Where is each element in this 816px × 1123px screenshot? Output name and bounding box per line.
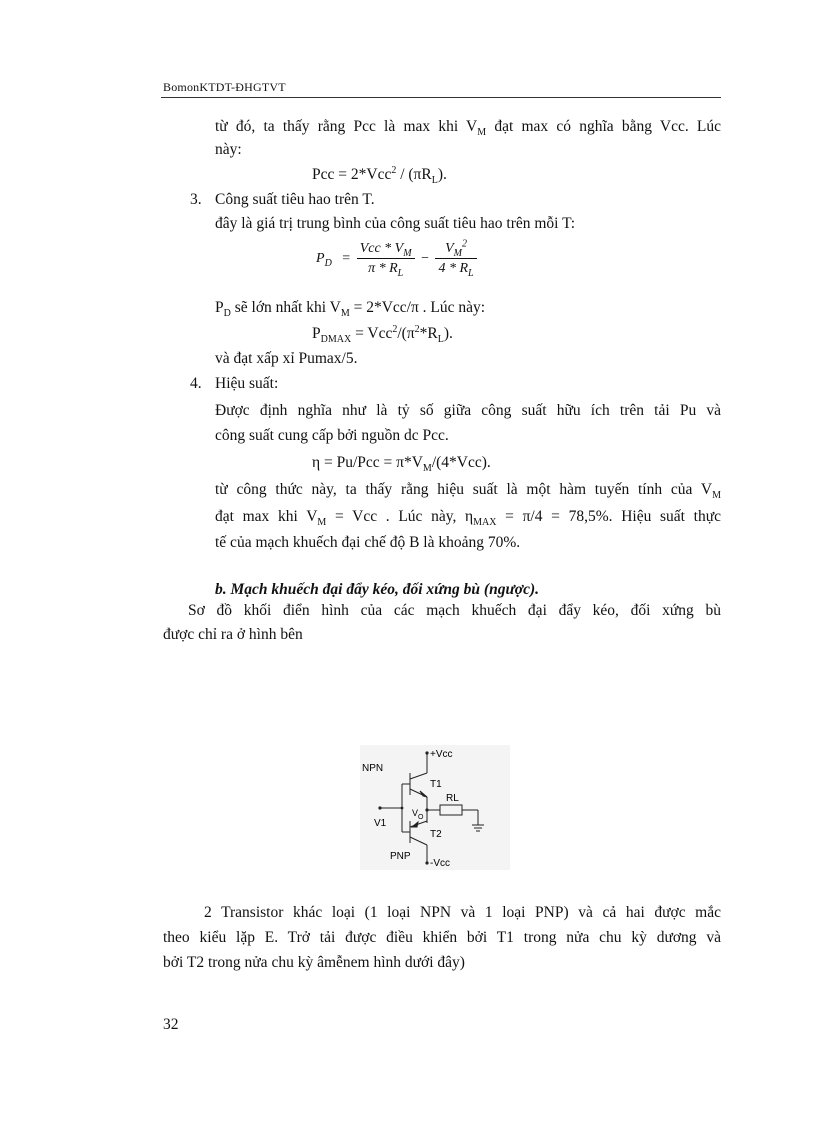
item3-number: 3.: [190, 191, 202, 208]
push-pull-circuit-diagram: [360, 745, 510, 870]
running-header: BomonKTDT-ĐHGTVT: [163, 80, 286, 94]
closing-line3: bởi T2 trong nửa chu kỳ âmễnem hình dưới đây): [163, 954, 465, 971]
para1-line1: từ đó, ta thấy rằng Pcc là max khi $V_M$ đạt max có nghĩa bằng Vcc. Lúc: [215, 118, 721, 139]
base-junction: [401, 807, 404, 810]
fraction-2: $\frac{V_M^2}{4 * R_L}$: [435, 240, 476, 277]
item3-description: đây là giá trị trung bình của công suất tiêu hao trên mỗi T:: [215, 215, 576, 232]
section-b-heading: b. Mạch khuếch đại đẩy kéo, đối xứng bù (ngược).: [215, 581, 539, 598]
npn-label: NPN: [362, 763, 384, 774]
para1-line2: này:: [215, 141, 242, 158]
t2-label: T2: [430, 829, 442, 840]
section-b-line1: Sơ đồ khối điển hình của các mạch khuếch đại đẩy kéo, đối xứng bù: [188, 602, 721, 619]
equation-efficiency: $\eta = Pu/Pcc = \pi*V_M/(4*Vcc)$.: [312, 454, 491, 475]
pd-max-line: $P_D$ sẽ lớn nhất khi $V_M = 2*Vcc/\pi$ . Lúc này:: [215, 299, 486, 320]
equation-pcc: Pcc = $2*Vcc^2 / (\pi R_L)$.: [312, 164, 447, 187]
vcc-positive-label: +Vcc: [430, 749, 453, 760]
efficiency-line2: đạt max khi $V_M$ = Vcc . Lúc này, $\eta_{MAX} = \pi/4 = 78,5\%$. Hiệu suất thực: [215, 508, 721, 529]
approx-line: và đạt xấp xỉ Pumax/5.: [215, 350, 358, 367]
t1-label: T1: [430, 779, 442, 790]
page-number: 32: [163, 1016, 179, 1033]
input-terminal: [378, 806, 381, 809]
efficiency-line1: từ công thức này, ta thấy rằng hiệu suất là một hàm tuyến tính của $V_M$: [215, 481, 721, 502]
vcc-negative-terminal: [425, 861, 428, 864]
rl-label: RL: [446, 793, 459, 804]
vcc-negative-label: -Vcc: [430, 858, 450, 869]
output-node: [425, 808, 428, 811]
pnp-label: PNP: [390, 851, 411, 862]
efficiency-line3: tế của mạch khuếch đại chế độ B là khoảng 70%.: [215, 534, 521, 551]
item4-number: 4.: [190, 375, 202, 392]
item4-definition-line2: công suất cung cấp bởi nguồn dc Pcc.: [215, 427, 449, 444]
item4-definition-line1: Được định nghĩa như là tỷ số giữa công suất hữu ích trên tải Pu và: [215, 402, 721, 419]
vo-label: $V_O$: [412, 808, 424, 821]
formula-pd: $P_D$ = $\frac{Vcc * V_M}{\pi * R_L}$ − $\frac{V_M^2}{4 * R_L}$: [316, 240, 477, 277]
closing-line1: 2 Transistor khác loại (1 loại NPN và 1 loại PNP) và cả hai được mắc: [204, 904, 721, 921]
equation-pdmax: $P_{DMAX} = Vcc^2/(\pi^2*R_L)$.: [312, 323, 453, 346]
fraction-1: $\frac{Vcc * V_M}{\pi * R_L}$: [357, 240, 415, 277]
closing-line2: theo kiểu lặp E. Trở tải được điều khiển bởi T1 trong nửa chu kỳ dương và: [163, 929, 721, 946]
header-divider: [161, 97, 721, 98]
v1-label: V1: [374, 818, 387, 829]
item3-title: Công suất tiêu hao trên T.: [215, 191, 375, 208]
section-b-line2: được chỉ ra ở hình bên: [163, 626, 303, 643]
vcc-positive-terminal: [425, 751, 428, 754]
item4-title: Hiệu suất:: [215, 375, 279, 392]
